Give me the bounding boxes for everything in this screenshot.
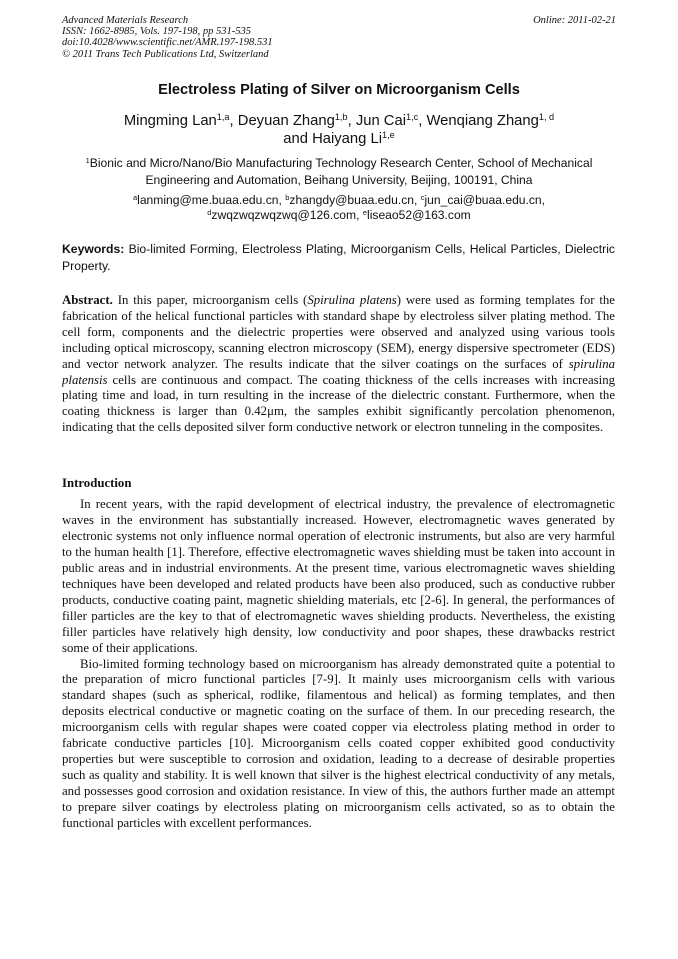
author-conjunction: and: [283, 131, 308, 147]
author-name: Haiyang Li: [312, 131, 382, 147]
author-emails: [62, 193, 616, 223]
author-name: Jun Cai: [355, 113, 406, 129]
online-date: Online: 2011-02-21: [533, 15, 616, 26]
journal-header: [62, 15, 616, 60]
journal-name: Advanced Materials Research: [62, 15, 189, 26]
keywords-label: Keywords:: [62, 242, 125, 256]
introduction-paragraph: In recent years, with the rapid development of electrical industry, the prevalence of electromagnetic waves in the environment has substantially increased. However, electromagnetic waves generated by electronic systems not only influence normal operation of electronic instruments, but also are very harmful to the human health [1]. Therefore, effective electromagnetic waves shielding must be taken into account in public areas and in industrial environments. At the present time, various electromagnetic waves shielding techniques have been developed and related products have been also produced, such as conductive rubber products, conductive coating paint, magnetic shielding materials, etc [2-6]. In general, the performances of filler particles are the key to that of electromagnetic waves shielding products. Nevertheless, the existing filler particles have relatively high density, low conductivity and poor shapes, these drawbacks restrict some of their applications.: [62, 497, 615, 655]
author-name: Deyuan Zhang: [237, 113, 335, 129]
abstract-text: In this paper, microorganism cells (: [117, 293, 308, 307]
abstract-species-name: Spirulina platens: [307, 293, 397, 307]
keywords-text: Bio-limited Forming, Electroless Plating, Microorganism Cells, Helical Particles, Dielectric Property.: [62, 242, 616, 273]
abstract-species-name: spirulina platensis: [62, 356, 615, 387]
email-mark: c: [420, 192, 425, 202]
email-address[interactable]: liseao52@163.com: [367, 208, 471, 222]
abstract-text: ) were used as forming templates for the fabrication of the helical functional particles with standard shape by electroless silver plating method. The cell form, components and the dielectric properties were observed and analyzed using various tools including optical microscopy, scanning electron microscopy (SEM), energy dispersive spectrometer (EDS) and vector network analyzer. The results indicate that the silver coatings on the surfaces of: [62, 293, 615, 371]
email-address[interactable]: zwqzwqzwqzwq@126.com,: [211, 208, 360, 222]
email-mark: b: [285, 192, 290, 202]
abstract-label: Abstract.: [62, 293, 113, 307]
affiliation-text: Bionic and Micro/Nano/Bio Manufacturing Technology Research Center, School of Mechanical Engineering and Automation, Beihang University, Beijing, 100191, China: [89, 156, 593, 187]
paper-title: Electroless Plating of Silver on Microorganism Cells: [158, 82, 520, 98]
affiliation: [62, 155, 616, 188]
email-address[interactable]: jun_cai@buaa.edu.cn,: [424, 193, 546, 207]
email-mark: d: [207, 207, 212, 217]
author-list: Mingming Lan$^{1,a}$, Deyuan Zhang$^{1,b}$, Jun Cai$^{1,c}$, Wenqiang Zhang$^{1, d}$ and Haiyang Li$^{1,e}$: [123, 111, 555, 147]
abstract: [62, 293, 615, 436]
email-address[interactable]: zhangdy@buaa.edu.cn,: [289, 193, 418, 207]
introduction-body: [62, 497, 615, 832]
author-affiliation-mark: 1,a: [216, 111, 230, 122]
author-affiliation-mark: 1, d: [538, 111, 555, 122]
author-affiliation-mark: 1,b: [334, 111, 348, 122]
affiliation-mark: 1: [85, 155, 90, 165]
introduction-heading: Introduction: [62, 476, 132, 490]
journal-doi: doi:10.4028/www.scientific.net/AMR.197-198.531: [62, 37, 273, 49]
author-name: Wenqiang Zhang: [426, 113, 539, 129]
introduction-paragraph: Bio-limited forming technology based on microorganism has already demonstrated quite a potential to the preparation of micro functional particles [7-9]. It mainly uses microorganism cells with various standard shapes (such as spherical, rodlike, filamentous and helical) as forming templates, and then deposits electrical conductive or magnetic coating on the surface of them. In our preceding research, the microorganism cells with regular shapes were coated copper via electroless plating method in order to fabricate conductive particles [10]. Microorganism cells coated copper exhibited good conductivity properties but were susceptible to corrosion and oxidation, leading to a decrease of desirable properties such as quality and stability. It is well known that silver is the highest electrical conductivity of any metals, and possesses good corrosion and oxidation resistance. In view of this, the authors further made an attempt to prepare silver coatings by electroless plating on microorganism cells activated, so as to obtain the functional particles with excellent performances.: [62, 656, 615, 831]
keywords: [62, 241, 615, 274]
journal-copyright: © 2011 Trans Tech Publications Ltd, Switzerland: [62, 48, 269, 60]
email-address[interactable]: lanming@me.buaa.edu.cn,: [137, 193, 282, 207]
author-affiliation-mark: 1,c: [405, 111, 419, 122]
author-name: Mingming Lan: [123, 113, 217, 129]
email-mark: a: [132, 192, 138, 202]
abstract-text: cells are continuous and compact. The coating thickness of the cells increases with increasing plating time and load, in turn resulting in the increase of the dielectric constant. Furthermore, when the coating thickness is larger than 0.42μm, the samples exhibit significantly percolation phenomenon, indicating that the cells deposited silver form conductive network or electron tunneling in the composites.: [62, 372, 615, 435]
journal-issn: ISSN: 1662-8985, Vols. 197-198, pp 531-535: [62, 26, 251, 38]
author-affiliation-mark: 1,e: [382, 129, 395, 140]
email-mark: e: [362, 207, 368, 217]
